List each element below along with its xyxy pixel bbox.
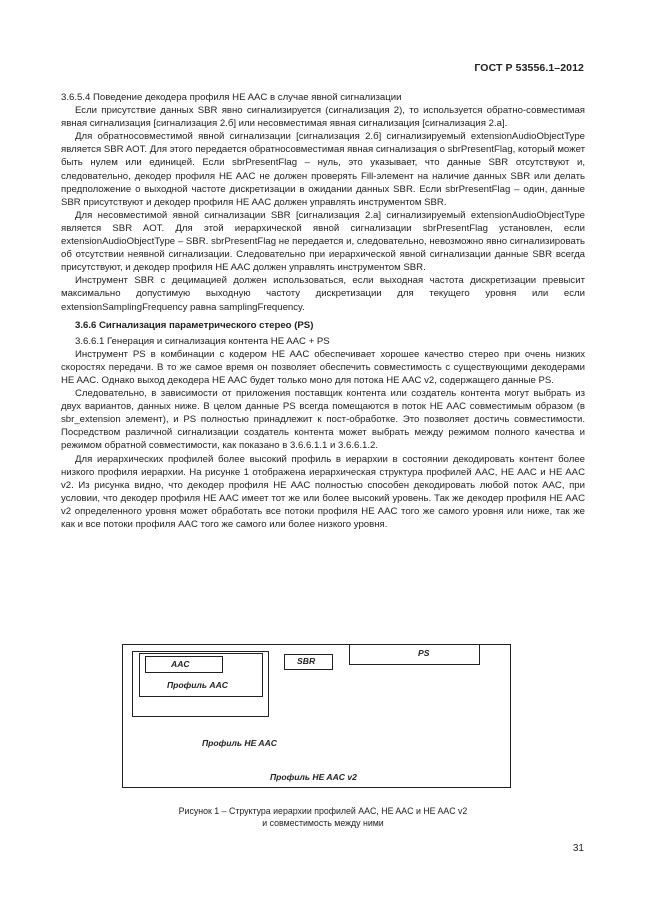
paragraph: Для обратносовместимой явной сигнализации [сигнализация 2.б] сигнализируемый extensionAudioObjectType является SBR AOT. Для этого передается обратносовместимая явная сигнализация о sbrPresentFlag, который может быть нулем или единицей. Если sbrPresentFlag – нуль, это указывает, что данные SBR отсутствуют и, следовательно, декодер профиля HE AAC не должен проверять Fill-элемент на наличие данных SBR или делать предположение о выходной частоте дискретизации в ожидании данных SBR. Если sbrPresentFlag – один, данные SBR присутствуют и декодер профиля HE AAC должен управлять инструментом SBR.	[61, 131, 585, 208]
paragraph: Если присутствие данных SBR явно сигнализируется (сигнализация 2), то используется обратно-совместимая явная сигнализация [сигнализация 2.б] или несовместимая явная сигнализация [сигнализация 2.а].	[61, 105, 585, 130]
paragraph: Для несовместимой явной сигнализации SBR [сигнализация 2.а] сигнализируемый extensionAudioObjectType является SBR AOT. Для этой иерархической явной сигнализации sbrPresentFlag установлен, если extensionAudioObjectType – SBR. sbrPresentFlag не передается и, следовательно, невозможно явно сигнализировать об отсутствии неявной сигнализации. Следовательно при иерархической явной сигнализации данные SBR всегда присутствуют, и декодер профиля HE AAC должен управлять инструментом SBR.	[61, 209, 585, 274]
aac-profile-label: Профиль AAC	[167, 680, 228, 690]
paragraph: Следовательно, в зависимости от приложения поставщик контента или создатель контента могут выбрать из двух вариантов, данных ниже. В целом данные PS всегда помещаются в поток HE AAC совместимым образом (в sbr_extension элемент), и PS полностью принадлежит к пост-обработке. Это позволяет достичь совместимости. Посредством различной сигнализации создатель контента может выбрать между режимом полного качества и режимом обратной совместимости, как показано в 3.6.6.1.1 и 3.6.6.1.2.	[61, 388, 585, 452]
ps-box	[349, 644, 480, 665]
page-number: 31	[572, 843, 584, 854]
he-aac-profile-label: Профиль HE AAC	[202, 738, 277, 748]
sbr-label: SBR	[297, 656, 316, 666]
ps-label: PS	[418, 648, 430, 658]
paragraph: Инструмент SBR с децимацией должен использоваться, если выходная частота дискретизации превысит максимально допустимую выходную частоту дискретизации для текущего уровня или если extensionSamplingFrequency равна samplingFrequency.	[61, 275, 585, 313]
document-standard-number: ГОСТ Р 53556.1–2012	[474, 62, 584, 74]
figure-caption-line-1: Рисунок 1 – Структура иерархии профилей AAC, HE AAC и HE AAC v2	[178, 806, 468, 816]
aac-label: AAC	[171, 659, 190, 669]
subsection-heading-3-6-6-1: 3.6.6.1 Генерация и сигнализация контента HE AAC + PS	[75, 335, 330, 347]
he-aac-v2-profile-label: Профиль HE AAC v2	[270, 772, 357, 782]
figure-caption-line-2: и совместимость между ними	[262, 817, 384, 828]
figure-caption	[61, 806, 585, 829]
paragraph: Инструмент PS в комбинации с кодером HE AAC обеспечивает хорошее качество стерео при очень низких скоростях передачи. В то же самое время он позволяет обеспечить совместимость с существующими декодерами HE AAC. Однако выход декодера HE AAC будет только моно для потока HE AAC v2, содержащего данные PS.	[61, 348, 585, 386]
section-heading-3-6-5-4: 3.6.5.4 Поведение декодера профиля HE AAC в случае явной сигнализации	[61, 92, 402, 103]
document-body	[61, 91, 585, 531]
section-heading-3-6-6: 3.6.6 Сигнализация параметрического стерео (PS)	[75, 319, 314, 331]
paragraph: Для иерархических профилей более высокий профиль в иерархии в состоянии декодировать контент более низкого профиля иерархии. На рисунке 1 отображена иерархическая структура профилей AAC, HE AAC и HE AAC v2. Из рисунка видно, что декодер профиля HE AAC полностью способен декодировать любой поток AAC, при условии, что декодер профиля HE AAC имеет тот же или более высокий уровень. Так же декодер профиля HE AAC v2 определенного уровня может обработать все потоки профиля HE AAC того же самого уровня или ниже, так же как и все потоки профиля AAC того же самого или более низкого уровня.	[61, 453, 585, 530]
profile-hierarchy-diagram	[122, 644, 511, 788]
